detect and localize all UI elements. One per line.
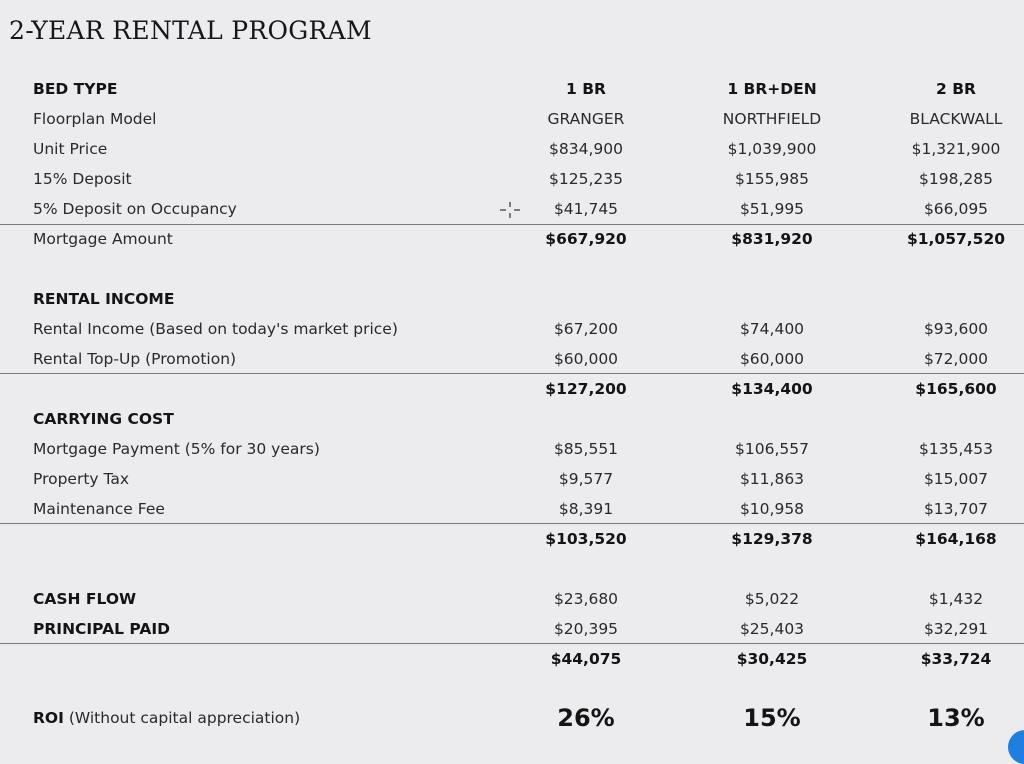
- deposit-15-label: 15% Deposit: [33, 170, 132, 188]
- mortgage-payment-label: Mortgage Payment (5% for 30 years): [33, 440, 320, 458]
- maintenance-fee-label: Maintenance Fee: [33, 500, 165, 518]
- rental-income-1br-den: $74,400: [739, 320, 805, 338]
- roi-label: ROI: [33, 709, 64, 727]
- deposit-5-1br: $41,745: [553, 200, 619, 218]
- total-row: [0, 374, 1024, 404]
- mortgage-payment-2br: $135,453: [919, 440, 993, 458]
- header-row: [0, 74, 1024, 104]
- rental-topup-1br: $60,000: [553, 350, 619, 368]
- rental-income-2br: $93,600: [923, 320, 989, 338]
- deposit-5-1br-den: $51,995: [739, 200, 805, 218]
- roi-2br: 13%: [927, 704, 985, 732]
- cashflow-total-2br: $33,724: [920, 650, 992, 668]
- rental-income-label: Rental Income (Based on today's market price): [33, 320, 398, 338]
- unit-price-1br-den: $1,039,900: [727, 140, 817, 158]
- roi-note: (Without capital appreciation): [68, 709, 301, 727]
- rental-total-2br: $165,600: [915, 380, 997, 398]
- floorplan-label: Floorplan Model: [33, 110, 157, 128]
- table-row: [0, 344, 1024, 374]
- total-row: [0, 644, 1024, 674]
- rental-income-heading: RENTAL INCOME: [33, 290, 175, 308]
- cashflow-total-1br-den: $30,425: [736, 650, 808, 668]
- property-tax-label: Property Tax: [33, 470, 130, 488]
- maintenance-fee-2br: $13,707: [923, 500, 989, 518]
- carrying-total-2br: $164,168: [915, 530, 997, 548]
- table-row: [0, 584, 1024, 614]
- col-header-1br-den: 1 BR+DEN: [727, 80, 817, 98]
- deposit-5-label: 5% Deposit on Occupancy: [33, 200, 237, 218]
- table-row: [0, 104, 1024, 134]
- table-row: [0, 164, 1024, 194]
- cash-flow-label: CASH FLOW: [33, 590, 137, 608]
- total-row: [0, 524, 1024, 554]
- property-tax-1br-den: $11,863: [739, 470, 805, 488]
- principal-paid-1br: $20,395: [553, 620, 619, 638]
- col-header-1br: 1 BR: [566, 80, 606, 98]
- principal-paid-1br-den: $25,403: [739, 620, 805, 638]
- mortgage-payment-1br-den: $106,557: [735, 440, 809, 458]
- maintenance-fee-1br-den: $10,958: [739, 500, 805, 518]
- floorplan-1br: GRANGER: [547, 110, 625, 128]
- table-row: [0, 134, 1024, 164]
- cash-flow-1br: $23,680: [553, 590, 619, 608]
- principal-paid-2br: $32,291: [923, 620, 989, 638]
- unit-price-1br: $834,900: [549, 140, 623, 158]
- roi-1br-den: 15%: [743, 704, 801, 732]
- rental-total-1br: $127,200: [545, 380, 627, 398]
- rental-topup-2br: $72,000: [923, 350, 989, 368]
- table-row: [0, 314, 1024, 344]
- floorplan-1br-den: NORTHFIELD: [722, 110, 822, 128]
- col-header-2br: 2 BR: [936, 80, 976, 98]
- rental-topup-1br-den: $60,000: [739, 350, 805, 368]
- deposit-15-1br: $125,235: [549, 170, 623, 188]
- table-row: [0, 224, 1024, 254]
- mortgage-amount-2br: $1,057,520: [906, 230, 1006, 248]
- carrying-cost-heading: CARRYING COST: [33, 410, 174, 428]
- rental-income-1br: $67,200: [553, 320, 619, 338]
- unit-price-2br: $1,321,900: [911, 140, 1001, 158]
- floorplan-2br: BLACKWALL: [909, 110, 1003, 128]
- page-title: 2-YEAR RENTAL PROGRAM: [9, 16, 372, 45]
- mortgage-payment-1br: $85,551: [553, 440, 619, 458]
- roi-row: [0, 698, 1024, 738]
- table-row: [0, 614, 1024, 644]
- roi-label-group: [33, 698, 300, 738]
- cash-flow-1br-den: $5,022: [744, 590, 800, 608]
- section-heading-row: [0, 404, 1024, 434]
- mortgage-amount-label: Mortgage Amount: [33, 230, 173, 248]
- principal-paid-label: PRINCIPAL PAID: [33, 620, 170, 638]
- crosshair-cursor-icon: [499, 201, 521, 219]
- property-tax-2br: $15,007: [923, 470, 989, 488]
- table-row: [0, 464, 1024, 494]
- table-row: [0, 434, 1024, 464]
- roi-1br: 26%: [557, 704, 615, 732]
- cashflow-total-1br: $44,075: [550, 650, 622, 668]
- cash-flow-2br: $1,432: [928, 590, 984, 608]
- rental-total-1br-den: $134,400: [731, 380, 813, 398]
- carrying-total-1br-den: $129,378: [731, 530, 813, 548]
- mortgage-amount-1br-den: $831,920: [731, 230, 813, 248]
- deposit-15-2br: $198,285: [919, 170, 993, 188]
- mortgage-amount-1br: $667,920: [545, 230, 627, 248]
- bed-type-label: BED TYPE: [33, 80, 118, 98]
- rental-topup-label: Rental Top-Up (Promotion): [33, 350, 237, 368]
- deposit-15-1br-den: $155,985: [735, 170, 809, 188]
- property-tax-1br: $9,577: [558, 470, 614, 488]
- table-row: [0, 494, 1024, 524]
- carrying-total-1br: $103,520: [545, 530, 627, 548]
- unit-price-label: Unit Price: [33, 140, 108, 158]
- maintenance-fee-1br: $8,391: [558, 500, 614, 518]
- section-heading-row: [0, 284, 1024, 314]
- deposit-5-2br: $66,095: [923, 200, 989, 218]
